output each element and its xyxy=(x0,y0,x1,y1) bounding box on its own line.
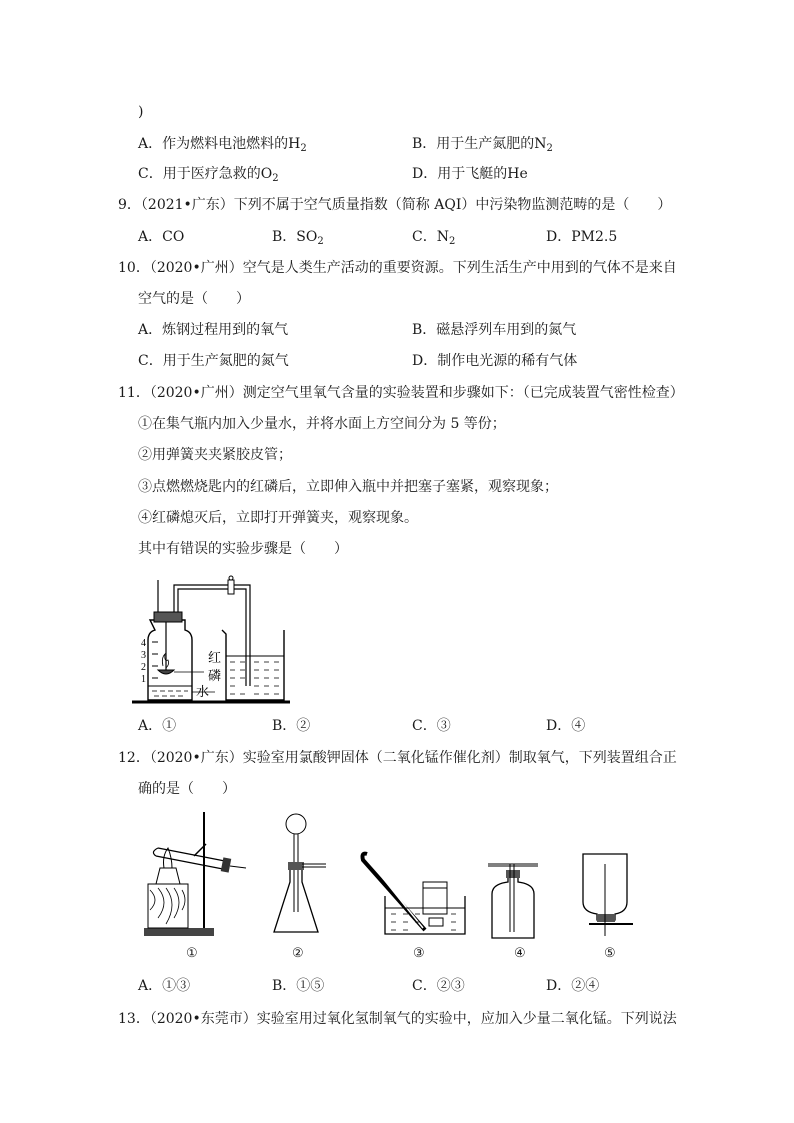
q9-option-d: D．PM2.5 xyxy=(546,229,618,245)
q11-step-4: ④红磷熄灭后，立即打开弹簧夹，观察现象。 xyxy=(138,510,418,526)
label-water: 水 xyxy=(196,685,210,700)
q8-option-c: C．用于医疗急救的$O_2$ xyxy=(138,166,279,184)
caption-2: ② xyxy=(292,946,304,961)
apparatus-4-gas-bottle xyxy=(482,852,544,942)
q13-stem: 13．（2020•东莞市）实验室用过氧化氢制氧气的实验中，应加入少量二氧化锰。下列说法 xyxy=(118,1011,677,1027)
q11-step-1: ①在集气瓶内加入少量水，并将水面上方空间分为 5 等份； xyxy=(138,416,506,432)
oxygen-content-apparatus-figure xyxy=(130,570,300,710)
q9-option-a: A．CO xyxy=(138,229,185,245)
q9-stem: 9．（2021•广东）下列不属于空气质量指数（简称 AQI）中污染物监测范畴的是（ ） xyxy=(118,197,672,213)
q12-option-d: D．②④ xyxy=(546,978,600,994)
caption-1: ① xyxy=(186,946,198,961)
apparatus-5-inverted-bottle xyxy=(575,850,635,942)
q11-option-c: C．③ xyxy=(412,718,451,734)
q10-stem-line1: 10．（2020•广州）空气是人类生产活动的重要资源。下列生活生产中用到的气体不是来自 xyxy=(118,260,677,276)
q8-option-b: B．用于生产氮肥的$N_2$ xyxy=(412,136,553,154)
q8-option-d: D．用于飞艇的He xyxy=(412,166,528,182)
q12-option-c: C．②③ xyxy=(412,978,465,994)
apparatus-3-water-trough xyxy=(355,848,470,940)
apparatus-1-heating-tube xyxy=(138,808,248,943)
q10-option-b: B．磁悬浮列车用到的氮气 xyxy=(412,322,577,338)
jar-mark-2: 2 xyxy=(141,662,146,673)
jar-mark-1: 1 xyxy=(141,674,146,685)
caption-3: ③ xyxy=(413,946,425,961)
q10-option-d: D．制作电光源的稀有气体 xyxy=(412,353,578,369)
jar-mark-3: 3 xyxy=(141,650,146,661)
jar-mark-4: 4 xyxy=(141,638,146,649)
q11-step-2: ②用弹簧夹夹紧胶皮管； xyxy=(138,447,292,463)
q11-option-b: B．② xyxy=(272,718,311,734)
q10-stem-line2: 空气的是（ ） xyxy=(138,291,250,307)
q11-stem: 11．（2020•广州）测定空气里氧气含量的实验装置和步骤如下：（已完成装置气密性检查） xyxy=(118,385,684,401)
caption-4: ④ xyxy=(514,946,526,961)
q8-stem-tail: ) xyxy=(138,104,144,120)
q9-option-b: B．$SO_2$ xyxy=(272,229,324,247)
q11-option-a: A．① xyxy=(138,718,177,734)
label-phosphorus: 磷 xyxy=(208,669,222,684)
q12-option-a: A．①③ xyxy=(138,978,191,994)
caption-5: ⑤ xyxy=(604,946,616,961)
q11-step-3: ③点燃燃烧匙内的红磷后，立即伸入瓶中并把塞子塞紧，观察现象； xyxy=(138,479,558,495)
q10-option-a: A．炼钢过程用到的氧气 xyxy=(138,322,289,338)
q11-question: 其中有错误的实验步骤是（ ） xyxy=(138,541,348,557)
q10-option-c: C．用于生产氮肥的氮气 xyxy=(138,353,289,369)
q8-option-a: A．作为燃料电池燃料的$H_2$ xyxy=(138,136,307,154)
apparatus-2-flask-funnel xyxy=(270,812,330,942)
q9-option-c: C．$N_2$ xyxy=(412,229,456,247)
q12-option-b: B．①⑤ xyxy=(272,978,325,994)
q12-stem-line2: 确的是（ ） xyxy=(138,781,236,797)
label-red: 红 xyxy=(208,651,222,666)
q11-option-d: D．④ xyxy=(546,718,586,734)
q12-stem-line1: 12．（2020•广东）实验室用氯酸钾固体（二氧化锰作催化剂）制取氧气，下列装置组合正 xyxy=(118,750,677,766)
